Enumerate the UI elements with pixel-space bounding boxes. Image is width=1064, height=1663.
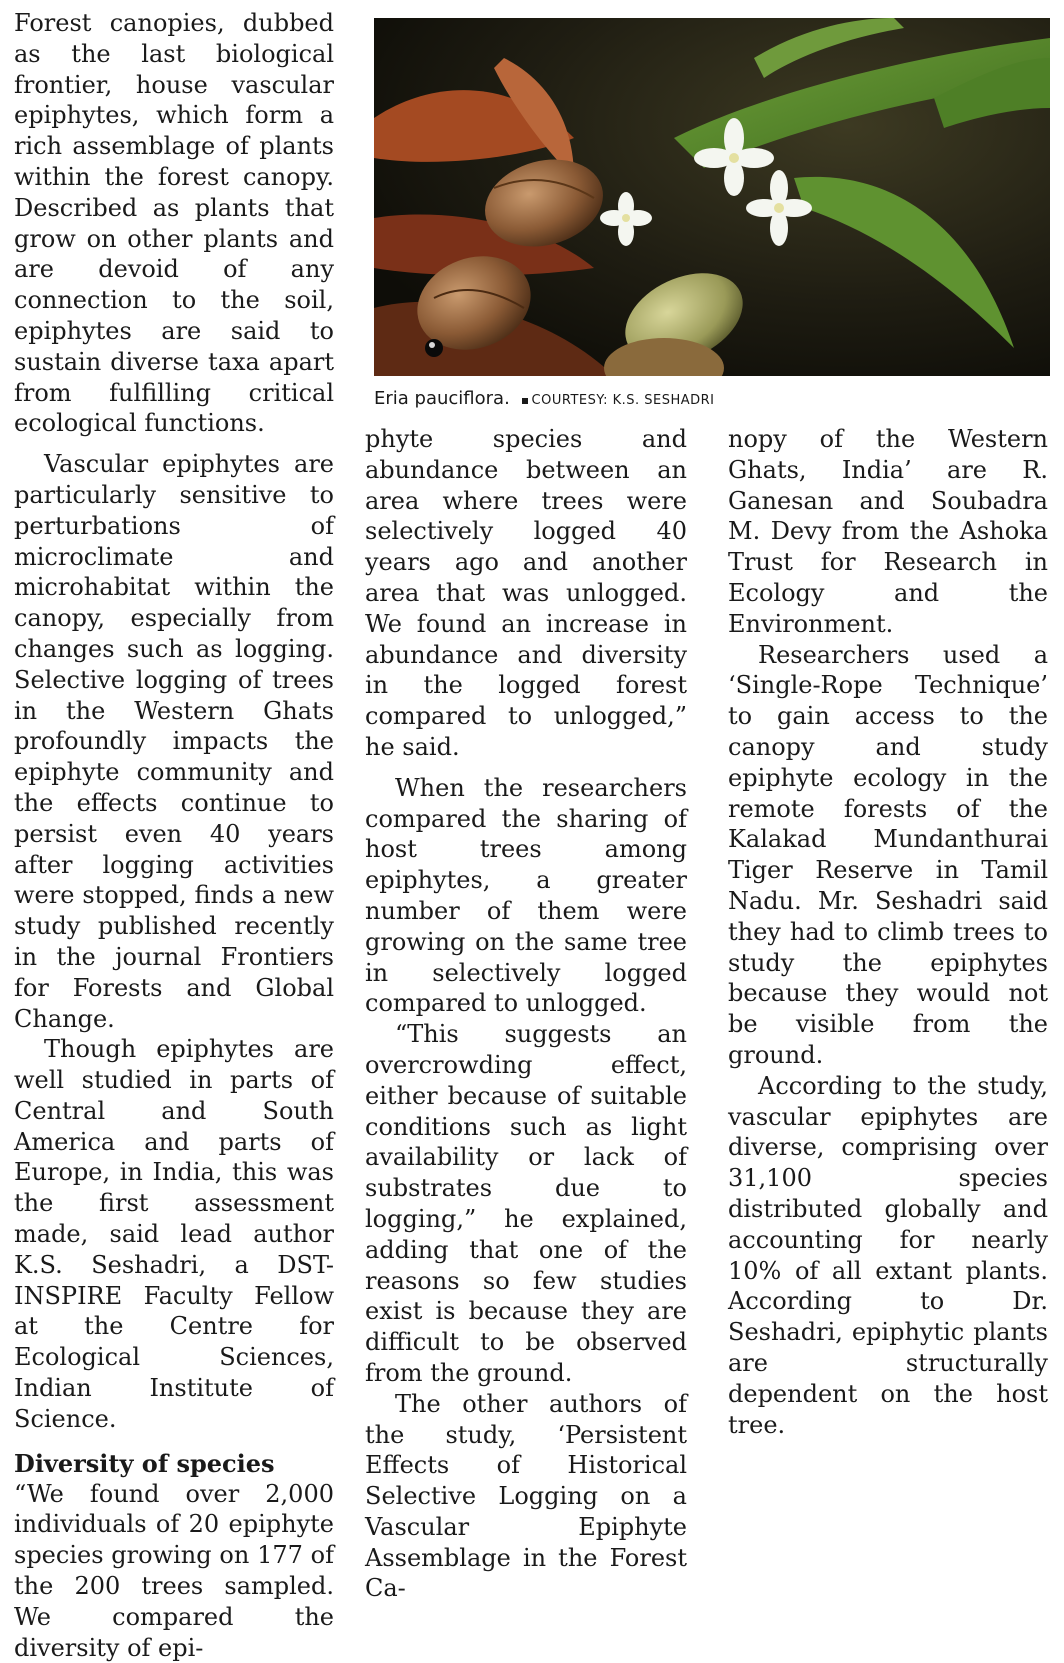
orchid-photo-illustration xyxy=(374,18,1050,376)
paragraph: nopy of the Western Ghats, India’ are R. Ganesan and Soubadra M. Devy from the Ashoka Trust for Research in Ecology and the Environment. xyxy=(728,425,1048,638)
subheading: Diversity of species xyxy=(14,1448,275,1478)
paragraph: Though epiphytes are well studied in parts of Central and South America and parts of Europe, in India, this was the first assessment made, said lead author K.S. Seshadri, a DST-INSPIRE Faculty Fellow at the Centre for Ecological Sciences, Indian Institute of Science. xyxy=(14,1035,334,1433)
paragraph: “This suggests an overcrowding effect, either because of suitable conditions such as light availability or lack of substrates due to logging,” he explained, adding that one of the reasons so few studies exist is because they are difficult to be observed from the ground. xyxy=(365,1020,687,1387)
paragraph: Researchers used a ‘Single-Rope Technique’ to gain access to the canopy and study epiphyte ecology in the remote forests of the Kalakad Mundanthurai Tiger Reserve in Tamil Nadu. Mr. Seshadri said they had to climb trees to study the epiphytes because they would not be visible from the ground. xyxy=(728,640,1048,1069)
article-column-3 xyxy=(728,424,1048,1440)
paragraph: phyte species and abundance between an area where trees were selectively logged 40 years ago and another area that was unlogged. We found an increase in abundance and diversity in the logged forest compared to unlogged,” he said. xyxy=(365,425,687,761)
caption-text: Eria pauciflora. xyxy=(374,388,510,409)
paragraph: “We found over 2,000 individuals of 20 epiphyte species growing on 177 of the 200 trees sampled. We compared the diversity of epi- xyxy=(14,1479,334,1662)
article-column-2 xyxy=(365,424,687,1604)
article-column-1 xyxy=(14,8,334,1663)
article-photo xyxy=(374,18,1050,376)
bullet-icon xyxy=(522,398,528,404)
paragraph: Vascular epiphytes are particularly sensitive to perturbations of microclimate and microhabitat within the canopy, especially from changes such as logging. Selective logging of trees in the Western Ghats profoundly impacts the epiphyte community and the effects continue to persist even 40 years after logging activities were stopped, finds a new study published recently in the journal Frontiers for Forests and Global Change. xyxy=(14,450,334,1033)
photo-caption xyxy=(374,386,1050,414)
paragraph: The other authors of the study, ‘Persistent Effects of Historical Selective Logging on a Vascular Epiphyte Assemblage in the Forest Ca- xyxy=(365,1389,687,1603)
paragraph: When the researchers compared the sharing of host trees among epiphytes, a greater number of them were growing on the same tree in selectively logged compared to unlogged. xyxy=(365,773,687,1018)
paragraph: According to the study, vascular epiphytes are diverse, comprising over 31,100 species distributed globally and accounting for nearly 10% of all extant plants. According to Dr. Seshadri, epiphytic plants are structurally dependent on the host tree. xyxy=(728,1071,1048,1439)
paragraph: Forest canopies, dubbed as the last biological frontier, house vascular epiphytes, which form a rich assemblage of plants within the forest canopy. Described as plants that grow on other plants and are devoid of any connection to the soil, epiphytes are said to sustain diverse taxa apart from fulfilling critical ecological functions. xyxy=(14,9,334,438)
photo-credit: COURTESY: K.S. SESHADRI xyxy=(522,393,715,408)
